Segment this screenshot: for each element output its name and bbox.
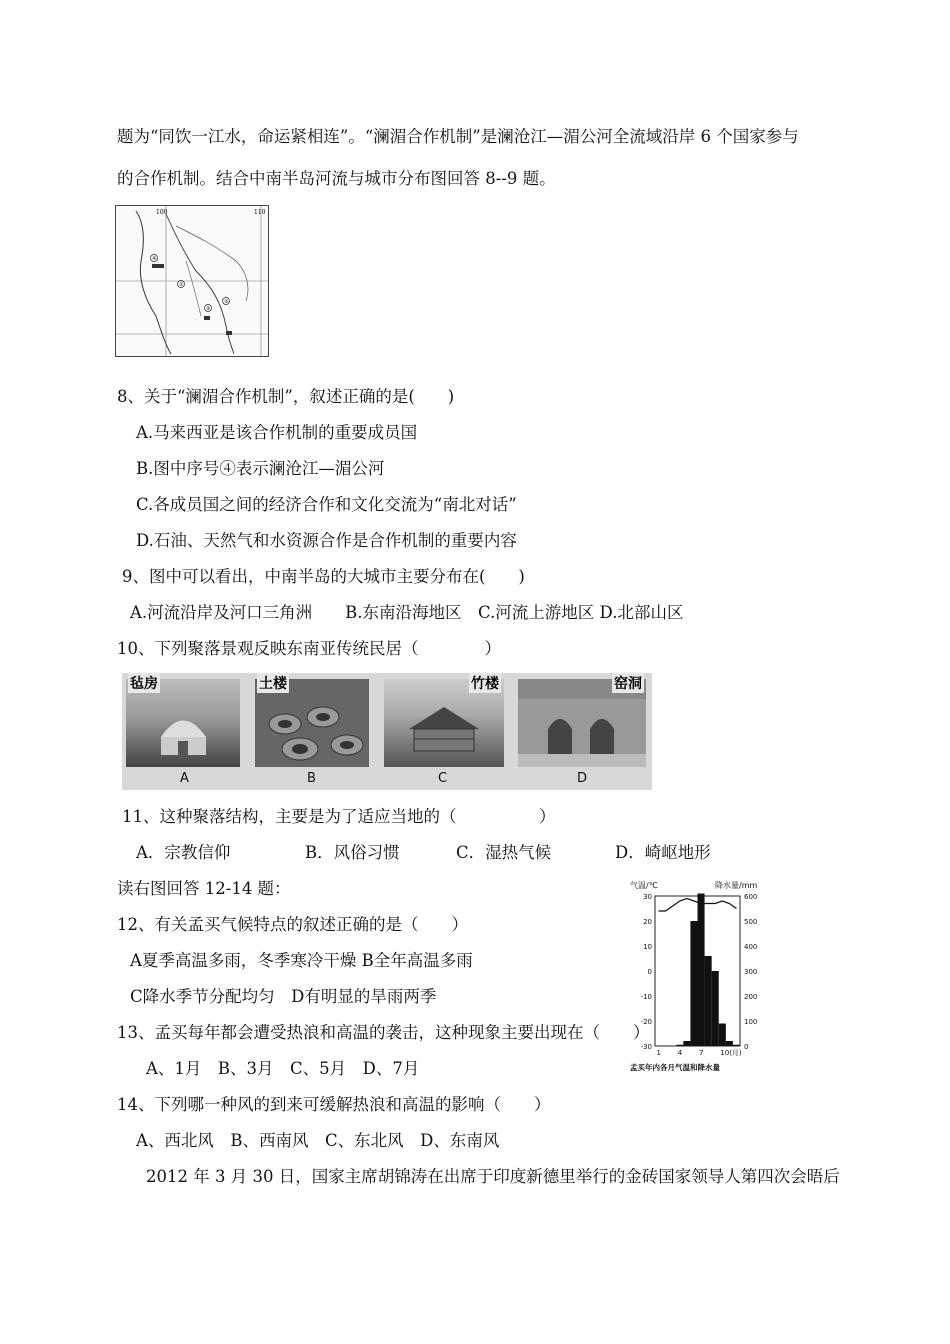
photo-label-cave-dwelling: 窑洞 (612, 673, 644, 693)
q9-stem: 9、图中可以看出，中南半岛的大城市主要分布在( ) (122, 567, 525, 586)
chart-title: 孟买年内各月气温和降水量 (630, 1063, 720, 1072)
photo-label-yurt: 毡房 (128, 673, 160, 693)
intro-line-1: 题为“同饮一江水，命运紧相连”。“澜湄合作机制”是澜沧江—湄公河全流域沿岸 6 个国家参与 (117, 127, 799, 146)
x-tick-label: 7 (699, 1049, 704, 1057)
precipitation-bar (683, 1041, 690, 1046)
precipitation-bar (690, 921, 697, 1046)
right-tick-label: 400 (744, 943, 758, 951)
q11-option-a: A．宗教信仰 (136, 843, 231, 862)
q11-option-b: B．风俗习惯 (305, 843, 400, 862)
map-lon-right: 110 (254, 209, 266, 216)
intro-line-2: 的合作机制。结合中南半岛河流与城市分布图回答 8--9 题。 (117, 169, 556, 188)
photo-letter-d: D (577, 771, 588, 786)
read-instruction: 读右图回答 12-14 题： (117, 879, 291, 898)
left-tick-label: 10 (643, 943, 652, 951)
map-marker-label: ① (179, 282, 184, 288)
q11-option-d: D．崎岖地形 (615, 843, 711, 862)
q8-option-d: D.石油、天然气和水资源合作是合作机制的重要内容 (136, 531, 517, 550)
x-tick-label: 4 (677, 1049, 683, 1057)
settlement-photos (122, 673, 652, 790)
map-river (186, 261, 201, 316)
q8-option-a: A.马来西亚是该合作机制的重要成员国 (136, 423, 418, 442)
map-river (166, 214, 234, 354)
x-tick-label: 10(月) (720, 1049, 742, 1057)
precipitation-bar (726, 1041, 733, 1046)
precipitation-bar (719, 1024, 726, 1047)
q12-options-2: C降水季节分配均匀 D有明显的旱雨两季 (130, 987, 437, 1006)
photo-letter-a: A (180, 771, 189, 786)
q10-stem: 10、下列聚落景观反映东南亚传统民居（ ） (117, 639, 501, 658)
right-tick-label: 500 (744, 918, 758, 926)
q14-options: A、西北风 B、西南风 C、东北风 D、东南风 (136, 1131, 500, 1150)
map-marker-label: ③ (224, 299, 229, 305)
precipitation-bar (676, 1045, 683, 1046)
q8-stem: 8、关于“澜湄合作机制”，叙述正确的是( ) (117, 387, 455, 406)
left-tick-label: 0 (647, 968, 652, 976)
indochina-river-city-map (115, 205, 269, 357)
precipitation-bar (712, 971, 719, 1046)
q8-option-b: B.图中序号④表示澜沧江—湄公河 (136, 459, 385, 478)
q13-options: A、1月 B、3月 C、5月 D、7月 (146, 1059, 420, 1078)
photo-letter-b: B (307, 771, 316, 786)
closing-paragraph: 2012 年 3 月 30 日，国家主席胡锦涛在出席于印度新德里举行的金砖国家领导人第四次会晤后 (146, 1167, 840, 1186)
map-marker-label: ② (206, 306, 211, 312)
left-tick-label: 20 (643, 918, 652, 926)
q12-stem: 12、有关孟买气候特点的叙述正确的是（ ） (117, 915, 468, 934)
map-lon-left: 100 (156, 209, 168, 216)
right-tick-label: 600 (744, 893, 758, 901)
map-city (226, 331, 232, 335)
photo-label-bamboo-house: 竹楼 (469, 673, 501, 693)
photo-letter-c: C (438, 771, 448, 786)
mumbai-climate-chart (630, 880, 760, 1075)
q11-stem: 11、这种聚落结构，主要是为了适应当地的（ ） (122, 807, 556, 826)
left-tick-label: 30 (643, 893, 652, 901)
map-graphic (116, 206, 268, 356)
q13-stem: 13、孟买每年都会遭受热浪和高温的袭击，这种现象主要出现在（ ） (117, 1023, 650, 1042)
map-city (152, 264, 164, 268)
chart-ylabel-right: 降水量/mm (715, 881, 758, 890)
q9-options: A.河流沿岸及河口三角洲 B.东南沿海地区 C.河流上游地区 D.北部山区 (130, 603, 684, 622)
chart-ylabel-left: 气温/℃ (630, 881, 658, 890)
q12-options-1: A夏季高温多雨，冬季寒冷干燥 B全年高温多雨 (130, 951, 473, 970)
right-tick-label: 0 (744, 1043, 749, 1051)
precipitation-bar (733, 1045, 740, 1046)
precipitation-bar (698, 894, 705, 1047)
climate-chart-svg (630, 880, 760, 1075)
q8-option-c: C.各成员国之间的经济合作和文化交流为“南北对话” (136, 495, 517, 514)
map-city (204, 316, 210, 320)
x-tick-label: 1 (656, 1049, 662, 1057)
right-tick-label: 100 (744, 1018, 758, 1026)
q14-stem: 14、下列哪一种风的到来可缓解热浪和高温的影响（ ） (117, 1095, 551, 1114)
q11-option-c: C．湿热气候 (456, 843, 552, 862)
left-tick-label: -30 (640, 1043, 652, 1051)
right-tick-label: 200 (744, 993, 758, 1001)
left-tick-label: -20 (640, 1018, 652, 1026)
photo-label-tulou: 土楼 (257, 673, 289, 693)
precipitation-bar (705, 956, 712, 1046)
map-marker-label: ④ (152, 256, 157, 262)
right-tick-label: 300 (744, 968, 758, 976)
left-tick-label: -10 (640, 993, 652, 1001)
